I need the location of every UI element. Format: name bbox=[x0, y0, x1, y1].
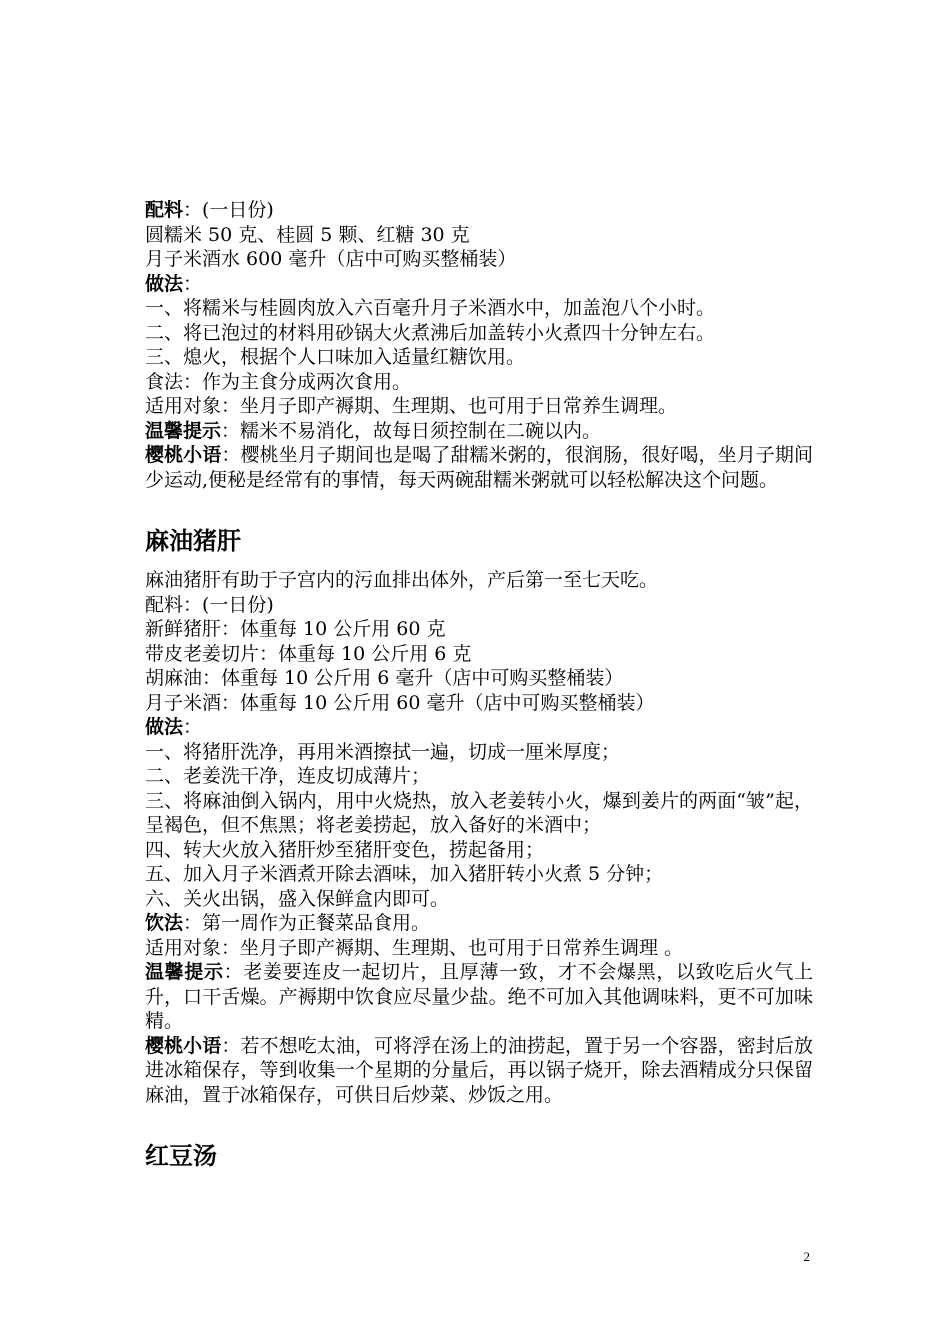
method-colon: ： bbox=[183, 272, 203, 295]
tip-text: ：老姜要连皮一起切片，且厚薄一致，才不会爆黑，以致吃后火气上升，口干舌燥。产褥期中饮食应尽量少盐。绝不可加入其他调味料，更不可加味精。 bbox=[145, 961, 813, 1032]
note-text: ：若不想吃太油，可将浮在汤上的油捞起，置于另一个容器，密封后放进冰箱保存，等到收集一个星期的分量后，再以锅子烧开，除去酒精成分只保留麻油，置于冰箱保存，可供日后炒菜、炒饭之用。 bbox=[145, 1034, 813, 1106]
tip-label: 温馨提示 bbox=[145, 961, 224, 983]
tip-text: ：糯米不易消化，故每日须控制在二碗以内。 bbox=[221, 419, 602, 442]
ingredient-line: 圆糯米 50 克、桂圆 5 颗、红糖 30 克 bbox=[145, 223, 470, 246]
method-heading bbox=[145, 272, 813, 297]
eating-line: 食法：作为主食分成两次食用。 bbox=[145, 370, 412, 393]
method-colon: ： bbox=[183, 716, 203, 738]
peiliao-text: ：(一日份) bbox=[183, 199, 274, 221]
note-paragraph bbox=[145, 443, 813, 492]
peiliao-line: 配料：(一日份) bbox=[145, 593, 274, 616]
method-label: 做法 bbox=[145, 272, 184, 295]
document-body bbox=[145, 198, 813, 1171]
method-step: 三、熄火，根据个人口味加入适量红糖饮用。 bbox=[145, 346, 526, 368]
method-step: 一、将糯米与桂圆肉放入六百毫升月子米酒水中，加盖泡八个小时。 bbox=[145, 297, 716, 319]
drink-label: 饮法 bbox=[145, 912, 184, 934]
peiliao-line bbox=[145, 198, 813, 223]
section-title: 麻油猪肝 bbox=[145, 527, 241, 555]
method-step: 一、将猪肝洗净，再用米酒擦拭一遍，切成一厘米厚度； bbox=[145, 740, 621, 763]
peiliao-label: 配料 bbox=[145, 199, 184, 221]
ingredient-line: 新鲜猪肝：体重每 10 公斤用 60 克 bbox=[145, 618, 446, 640]
method-heading bbox=[145, 715, 813, 740]
tip-paragraph bbox=[145, 960, 813, 1034]
drink-line bbox=[145, 911, 813, 936]
method-step: 四、转大火放入猪肝炒至猪肝变色，捞起备用； bbox=[145, 838, 545, 861]
method-step: 二、将已泡过的材料用砂锅大火煮沸后加盖转小火煮四十分钟左右。 bbox=[145, 321, 716, 344]
method-step: 二、老姜洗干净，连皮切成薄片； bbox=[145, 765, 431, 787]
ingredient-line: 胡麻油：体重每 10 公斤用 6 毫升（店中可购买整桶装） bbox=[145, 667, 624, 689]
ingredient-line: 带皮老姜切片：体重每 10 公斤用 6 克 bbox=[145, 642, 472, 665]
section-title: 红豆汤 bbox=[145, 1142, 217, 1170]
note-label: 樱桃小语 bbox=[145, 444, 222, 466]
tip-line bbox=[145, 419, 813, 444]
method-step: 五、加入月子米酒煮开除去酒味，加入猪肝转小火煮 5 分钟； bbox=[145, 863, 664, 885]
method-step: 六、关火出锅，盛入保鲜盒内即可。 bbox=[145, 887, 450, 910]
note-text: ：樱桃坐月子期间也是喝了甜糯米粥的，很润肠，很好喝，坐月子期间少运动,便秘是经常有的事情，每天两碗甜糯米粥就可以轻松解决这个问题。 bbox=[145, 444, 813, 491]
note-label: 樱桃小语 bbox=[145, 1034, 222, 1057]
note-paragraph bbox=[145, 1034, 813, 1108]
target-line: 适用对象：坐月子即产褥期、生理期、也可用于日常养生调理 。 bbox=[145, 936, 684, 959]
ingredient-line: 月子米酒：体重每 10 公斤用 60 毫升（店中可购买整桶装） bbox=[145, 691, 655, 714]
method-step: 三、将麻油倒入锅内，用中火烧热，放入老姜转小火，爆到姜片的两面“皱”起，呈褐色，但不焦黑；将老姜捞起，放入备好的米酒中； bbox=[145, 789, 813, 836]
target-line: 适用对象：坐月子即产褥期、生理期、也可用于日常养生调理。 bbox=[145, 395, 678, 417]
intro-line: 麻油猪肝有助于子宫内的污血排出体外，产后第一至七天吃。 bbox=[145, 569, 659, 591]
ingredient-line: 月子米酒水 600 毫升（店中可购买整桶装） bbox=[145, 248, 517, 270]
page-number: 2 bbox=[803, 1249, 810, 1264]
method-label: 做法 bbox=[145, 716, 184, 738]
tip-label: 温馨提示 bbox=[145, 419, 222, 442]
drink-text: ：第一周作为正餐菜品食用。 bbox=[183, 912, 431, 934]
